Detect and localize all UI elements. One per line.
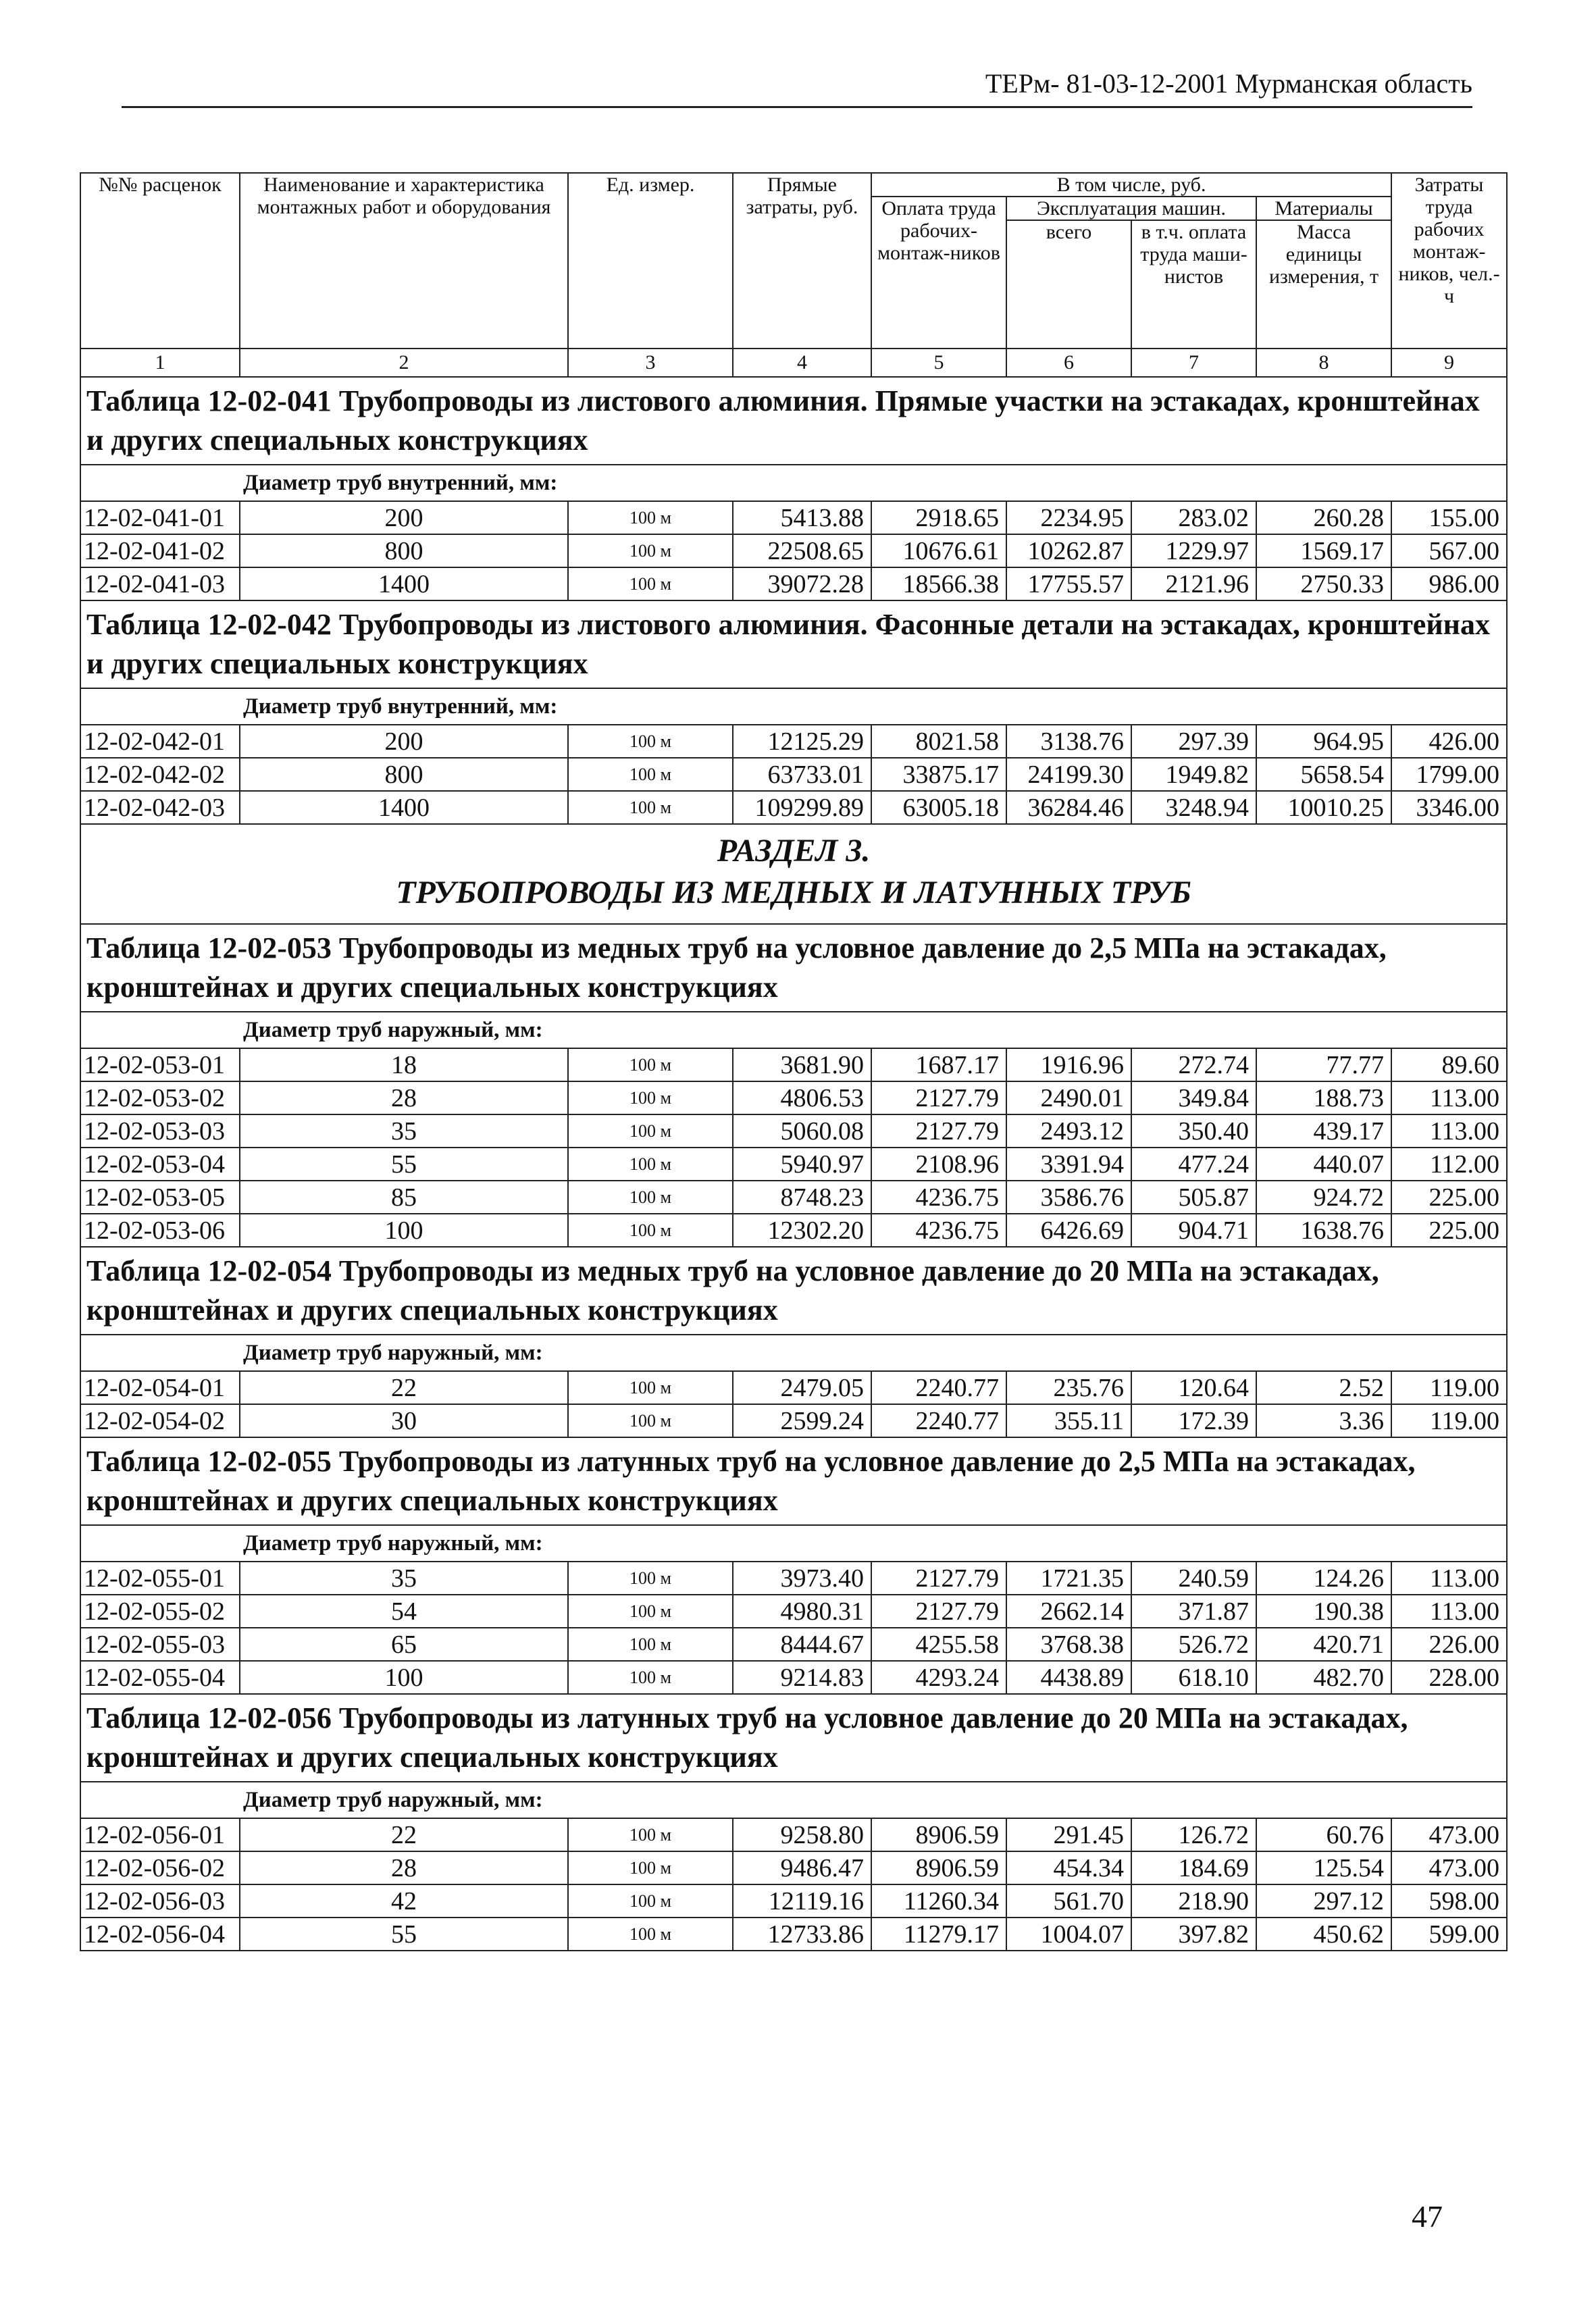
- machines-labor: 1949.82: [1131, 758, 1256, 791]
- labor-pay: 18566.38: [871, 567, 1006, 600]
- diameter-subheader: Диаметр труб внутренний, мм:: [80, 465, 1507, 501]
- machines-labor: 2121.96: [1131, 567, 1256, 600]
- machines-total: 3391.94: [1006, 1148, 1131, 1181]
- material-mass: 77.77: [1256, 1048, 1391, 1081]
- diameter-value: 35: [240, 1562, 568, 1595]
- labor-hours: 113.00: [1391, 1595, 1507, 1628]
- section-row: [80, 824, 1507, 924]
- table-title: Таблица 12-02-056 Трубопроводы из латунных труб на условное давление до 20 МПа на эстакадах, кронштейнах и других специальных конструкциях: [80, 1694, 1507, 1782]
- unit-value: 100 м: [568, 1884, 733, 1918]
- table-row: [80, 758, 1507, 791]
- machines-labor: 904.71: [1131, 1214, 1256, 1247]
- machines-total: 24199.30: [1006, 758, 1131, 791]
- labor-hours: 599.00: [1391, 1918, 1507, 1951]
- machines-labor: 397.82: [1131, 1918, 1256, 1951]
- diameter-value: 800: [240, 758, 568, 791]
- col-number: 5: [871, 349, 1006, 377]
- labor-pay: 2240.77: [871, 1404, 1006, 1437]
- labor-pay: 4293.24: [871, 1661, 1006, 1694]
- material-mass: 10010.25: [1256, 791, 1391, 824]
- direct-cost: 63733.01: [733, 758, 871, 791]
- rate-code: 12-02-055-01: [80, 1562, 240, 1595]
- labor-pay: 4236.75: [871, 1181, 1006, 1214]
- col-name-header: Наименование и характеристика монтажных работ и оборудования: [240, 173, 568, 349]
- direct-cost: 8444.67: [733, 1628, 871, 1661]
- unit-value: 100 м: [568, 1371, 733, 1404]
- material-mass: 124.26: [1256, 1562, 1391, 1595]
- labor-hours: 113.00: [1391, 1562, 1507, 1595]
- rate-code: 12-02-042-01: [80, 725, 240, 758]
- table-row: [80, 1661, 1507, 1694]
- machines-labor: 618.10: [1131, 1661, 1256, 1694]
- labor-hours: 567.00: [1391, 534, 1507, 567]
- machines-total: 1721.35: [1006, 1562, 1131, 1595]
- table-title: Таблица 12-02-053 Трубопроводы из медных труб на условное давление до 2,5 МПа на эстакадах, кронштейнах и других специальных конструкциях: [80, 924, 1507, 1012]
- material-mass: 440.07: [1256, 1148, 1391, 1181]
- table-row: [80, 1114, 1507, 1148]
- material-mass: 1638.76: [1256, 1214, 1391, 1247]
- direct-cost: 9258.80: [733, 1818, 871, 1851]
- labor-pay: 63005.18: [871, 791, 1006, 824]
- unit-value: 100 м: [568, 1181, 733, 1214]
- direct-cost: 12125.29: [733, 725, 871, 758]
- labor-hours: 473.00: [1391, 1851, 1507, 1884]
- table-row: [80, 1048, 1507, 1081]
- rate-code: 12-02-053-05: [80, 1181, 240, 1214]
- diameter-value: 200: [240, 725, 568, 758]
- unit-value: 100 м: [568, 1851, 733, 1884]
- machines-total: 3138.76: [1006, 725, 1131, 758]
- diameter-subheader: Диаметр труб наружный, мм:: [80, 1012, 1507, 1048]
- machines-labor: 349.84: [1131, 1081, 1256, 1114]
- table-row: [80, 1595, 1507, 1628]
- page-header: ТЕРм- 81-03-12-2001 Мурманская область: [122, 68, 1472, 108]
- machines-total: 3768.38: [1006, 1628, 1131, 1661]
- direct-cost: 5940.97: [733, 1148, 871, 1181]
- labor-pay: 2127.79: [871, 1114, 1006, 1148]
- machines-total: 2493.12: [1006, 1114, 1131, 1148]
- diameter-value: 1400: [240, 567, 568, 600]
- col-machines-labor-header: в т.ч. оплата труда маши-нистов: [1131, 220, 1256, 349]
- col-number: 7: [1131, 349, 1256, 377]
- labor-pay: 8906.59: [871, 1818, 1006, 1851]
- col-machines-header: Эксплуатация машин.: [1006, 197, 1256, 220]
- direct-cost: 12733.86: [733, 1918, 871, 1951]
- material-mass: 188.73: [1256, 1081, 1391, 1114]
- diameter-value: 200: [240, 501, 568, 534]
- col-labor-cost-header: Затраты труда рабочих монтаж-ников, чел.-ч: [1391, 173, 1507, 349]
- table-row: [80, 1562, 1507, 1595]
- col-number: 1: [80, 349, 240, 377]
- rate-code: 12-02-053-02: [80, 1081, 240, 1114]
- unit-value: 100 м: [568, 1818, 733, 1851]
- direct-cost: 4806.53: [733, 1081, 871, 1114]
- machines-total: 235.76: [1006, 1371, 1131, 1404]
- diameter-value: 65: [240, 1628, 568, 1661]
- labor-hours: 119.00: [1391, 1371, 1507, 1404]
- table-row: [80, 1818, 1507, 1851]
- col-mass-header: Масса единицы измерения, т: [1256, 220, 1391, 349]
- rate-code: 12-02-055-02: [80, 1595, 240, 1628]
- labor-pay: 1687.17: [871, 1048, 1006, 1081]
- diameter-value: 54: [240, 1595, 568, 1628]
- table-row: [80, 534, 1507, 567]
- header-row-1: [80, 173, 1507, 197]
- machines-labor: 3248.94: [1131, 791, 1256, 824]
- labor-hours: 155.00: [1391, 501, 1507, 534]
- rate-code: 12-02-053-03: [80, 1114, 240, 1148]
- labor-hours: 225.00: [1391, 1214, 1507, 1247]
- price-table: [80, 172, 1508, 1951]
- labor-hours: 3346.00: [1391, 791, 1507, 824]
- machines-labor: 477.24: [1131, 1148, 1256, 1181]
- rate-code: 12-02-042-03: [80, 791, 240, 824]
- material-mass: 260.28: [1256, 501, 1391, 534]
- labor-hours: 598.00: [1391, 1884, 1507, 1918]
- machines-labor: 126.72: [1131, 1818, 1256, 1851]
- unit-value: 100 м: [568, 1081, 733, 1114]
- labor-hours: 119.00: [1391, 1404, 1507, 1437]
- diameter-value: 30: [240, 1404, 568, 1437]
- rate-code: 12-02-056-03: [80, 1884, 240, 1918]
- col-code-header: №№ расценок: [80, 173, 240, 349]
- direct-cost: 8748.23: [733, 1181, 871, 1214]
- diameter-subheader: Диаметр труб наружный, мм:: [80, 1525, 1507, 1562]
- machines-labor: 184.69: [1131, 1851, 1256, 1884]
- machines-labor: 218.90: [1131, 1884, 1256, 1918]
- labor-pay: 2108.96: [871, 1148, 1006, 1181]
- unit-value: 100 м: [568, 758, 733, 791]
- unit-value: 100 м: [568, 501, 733, 534]
- machines-total: 36284.46: [1006, 791, 1131, 824]
- unit-value: 100 м: [568, 1595, 733, 1628]
- diameter-value: 42: [240, 1884, 568, 1918]
- material-mass: 5658.54: [1256, 758, 1391, 791]
- direct-cost: 2599.24: [733, 1404, 871, 1437]
- material-mass: 60.76: [1256, 1818, 1391, 1851]
- diameter-value: 55: [240, 1148, 568, 1181]
- section-heading: [80, 824, 1507, 924]
- machines-labor: 1229.97: [1131, 534, 1256, 567]
- table-row: [80, 567, 1507, 600]
- column-numbers-row: [80, 349, 1507, 377]
- unit-value: 100 м: [568, 567, 733, 600]
- labor-pay: 33875.17: [871, 758, 1006, 791]
- diameter-value: 28: [240, 1851, 568, 1884]
- unit-value: 100 м: [568, 1562, 733, 1595]
- col-incl-header: В том числе, руб.: [871, 173, 1391, 197]
- direct-cost: 22508.65: [733, 534, 871, 567]
- material-mass: 125.54: [1256, 1851, 1391, 1884]
- table-row: [80, 1181, 1507, 1214]
- table-title-row: [80, 924, 1507, 1012]
- machines-total: 291.45: [1006, 1818, 1131, 1851]
- rate-code: 12-02-053-06: [80, 1214, 240, 1247]
- diameter-value: 35: [240, 1114, 568, 1148]
- col-number: 8: [1256, 349, 1391, 377]
- labor-hours: 228.00: [1391, 1661, 1507, 1694]
- col-labor-pay-header: Оплата труда рабочих-монтаж-ников: [871, 197, 1006, 349]
- unit-value: 100 м: [568, 791, 733, 824]
- direct-cost: 12302.20: [733, 1214, 871, 1247]
- labor-hours: 113.00: [1391, 1114, 1507, 1148]
- direct-cost: 3973.40: [733, 1562, 871, 1595]
- subheader-row: [80, 1335, 1507, 1371]
- unit-value: 100 м: [568, 1404, 733, 1437]
- rate-code: 12-02-053-04: [80, 1148, 240, 1181]
- labor-pay: 2127.79: [871, 1595, 1006, 1628]
- machines-total: 10262.87: [1006, 534, 1131, 567]
- machines-total: 2234.95: [1006, 501, 1131, 534]
- material-mass: 2.52: [1256, 1371, 1391, 1404]
- unit-value: 100 м: [568, 1148, 733, 1181]
- machines-total: 6426.69: [1006, 1214, 1131, 1247]
- machines-labor: 350.40: [1131, 1114, 1256, 1148]
- section-number: РАЗДЕЛ 3.: [717, 833, 871, 869]
- col-direct-header: Прямые затраты, руб.: [733, 173, 871, 349]
- direct-cost: 9214.83: [733, 1661, 871, 1694]
- direct-cost: 3681.90: [733, 1048, 871, 1081]
- labor-hours: 89.60: [1391, 1048, 1507, 1081]
- section-title: ТРУБОПРОВОДЫ ИЗ МЕДНЫХ И ЛАТУННЫХ ТРУБ: [396, 875, 1191, 910]
- table-title: Таблица 12-02-054 Трубопроводы из медных труб на условное давление до 20 МПа на эстакадах, кронштейнах и других специальных конструкциях: [80, 1247, 1507, 1335]
- subheader-row: [80, 688, 1507, 725]
- direct-cost: 9486.47: [733, 1851, 871, 1884]
- diameter-value: 100: [240, 1661, 568, 1694]
- machines-labor: 240.59: [1131, 1562, 1256, 1595]
- rate-code: 12-02-056-02: [80, 1851, 240, 1884]
- material-mass: 190.38: [1256, 1595, 1391, 1628]
- table-title-row: [80, 600, 1507, 688]
- unit-value: 100 м: [568, 1628, 733, 1661]
- subheader-row: [80, 1782, 1507, 1818]
- machines-total: 1004.07: [1006, 1918, 1131, 1951]
- labor-pay: 8021.58: [871, 725, 1006, 758]
- machines-labor: 283.02: [1131, 501, 1256, 534]
- table-row: [80, 725, 1507, 758]
- col-number: 4: [733, 349, 871, 377]
- diameter-value: 18: [240, 1048, 568, 1081]
- labor-hours: 1799.00: [1391, 758, 1507, 791]
- rate-code: 12-02-055-03: [80, 1628, 240, 1661]
- material-mass: 439.17: [1256, 1114, 1391, 1148]
- unit-value: 100 м: [568, 725, 733, 758]
- col-number: 3: [568, 349, 733, 377]
- table-row: [80, 501, 1507, 534]
- diameter-value: 100: [240, 1214, 568, 1247]
- table-row: [80, 1371, 1507, 1404]
- rate-code: 12-02-041-03: [80, 567, 240, 600]
- table-title: Таблица 12-02-042 Трубопроводы из листового алюминия. Фасонные детали на эстакадах, кронштейнах и других специальных конструкциях: [80, 600, 1507, 688]
- direct-cost: 109299.89: [733, 791, 871, 824]
- direct-cost: 5060.08: [733, 1114, 871, 1148]
- unit-value: 100 м: [568, 1214, 733, 1247]
- labor-hours: 225.00: [1391, 1181, 1507, 1214]
- machines-total: 454.34: [1006, 1851, 1131, 1884]
- unit-value: 100 м: [568, 1661, 733, 1694]
- labor-pay: 11260.34: [871, 1884, 1006, 1918]
- subheader-row: [80, 465, 1507, 501]
- labor-pay: 2240.77: [871, 1371, 1006, 1404]
- unit-value: 100 м: [568, 1918, 733, 1951]
- labor-pay: 10676.61: [871, 534, 1006, 567]
- table-title-row: [80, 1694, 1507, 1782]
- table-row: [80, 1628, 1507, 1661]
- col-number: 9: [1391, 349, 1507, 377]
- table-title: Таблица 12-02-041 Трубопроводы из листового алюминия. Прямые участки на эстакадах, кронштейнах и других специальных конструкциях: [80, 377, 1507, 465]
- diameter-subheader: Диаметр труб внутренний, мм:: [80, 688, 1507, 725]
- labor-pay: 2918.65: [871, 501, 1006, 534]
- machines-labor: 120.64: [1131, 1371, 1256, 1404]
- direct-cost: 12119.16: [733, 1884, 871, 1918]
- diameter-value: 800: [240, 534, 568, 567]
- machines-labor: 505.87: [1131, 1181, 1256, 1214]
- rate-code: 12-02-041-02: [80, 534, 240, 567]
- col-number: 6: [1006, 349, 1131, 377]
- material-mass: 964.95: [1256, 725, 1391, 758]
- labor-hours: 986.00: [1391, 567, 1507, 600]
- labor-pay: 2127.79: [871, 1562, 1006, 1595]
- machines-total: 355.11: [1006, 1404, 1131, 1437]
- rate-code: 12-02-054-01: [80, 1371, 240, 1404]
- diameter-subheader: Диаметр труб наружный, мм:: [80, 1335, 1507, 1371]
- rate-code: 12-02-055-04: [80, 1661, 240, 1694]
- material-mass: 2750.33: [1256, 567, 1391, 600]
- material-mass: 450.62: [1256, 1918, 1391, 1951]
- unit-value: 100 м: [568, 534, 733, 567]
- machines-labor: 371.87: [1131, 1595, 1256, 1628]
- rate-code: 12-02-054-02: [80, 1404, 240, 1437]
- col-materials-header: Материалы: [1256, 197, 1391, 220]
- table-row: [80, 1214, 1507, 1247]
- labor-pay: 4255.58: [871, 1628, 1006, 1661]
- unit-value: 100 м: [568, 1048, 733, 1081]
- machines-total: 1916.96: [1006, 1048, 1131, 1081]
- material-mass: 420.71: [1256, 1628, 1391, 1661]
- unit-value: 100 м: [568, 1114, 733, 1148]
- direct-cost: 2479.05: [733, 1371, 871, 1404]
- diameter-value: 85: [240, 1181, 568, 1214]
- machines-total: 3586.76: [1006, 1181, 1131, 1214]
- machines-total: 4438.89: [1006, 1661, 1131, 1694]
- diameter-value: 22: [240, 1371, 568, 1404]
- direct-cost: 5413.88: [733, 501, 871, 534]
- material-mass: 482.70: [1256, 1661, 1391, 1694]
- table-row: [80, 1081, 1507, 1114]
- table-row: [80, 1918, 1507, 1951]
- direct-cost: 39072.28: [733, 567, 871, 600]
- table-body: [80, 377, 1507, 1951]
- subheader-row: [80, 1012, 1507, 1048]
- direct-cost: 4980.31: [733, 1595, 871, 1628]
- diameter-value: 28: [240, 1081, 568, 1114]
- material-mass: 924.72: [1256, 1181, 1391, 1214]
- subheader-row: [80, 1525, 1507, 1562]
- labor-hours: 226.00: [1391, 1628, 1507, 1661]
- labor-pay: 11279.17: [871, 1918, 1006, 1951]
- rate-code: 12-02-053-01: [80, 1048, 240, 1081]
- table-row: [80, 1148, 1507, 1181]
- diameter-value: 55: [240, 1918, 568, 1951]
- machines-total: 17755.57: [1006, 567, 1131, 600]
- rate-code: 12-02-042-02: [80, 758, 240, 791]
- table-row: [80, 791, 1507, 824]
- machines-labor: 526.72: [1131, 1628, 1256, 1661]
- labor-hours: 426.00: [1391, 725, 1507, 758]
- rate-code: 12-02-041-01: [80, 501, 240, 534]
- material-mass: 1569.17: [1256, 534, 1391, 567]
- labor-hours: 113.00: [1391, 1081, 1507, 1114]
- labor-pay: 2127.79: [871, 1081, 1006, 1114]
- table-row: [80, 1404, 1507, 1437]
- machines-total: 561.70: [1006, 1884, 1131, 1918]
- labor-pay: 4236.75: [871, 1214, 1006, 1247]
- col-number: 2: [240, 349, 568, 377]
- table-title-row: [80, 1437, 1507, 1525]
- labor-pay: 8906.59: [871, 1851, 1006, 1884]
- material-mass: 3.36: [1256, 1404, 1391, 1437]
- page-number: 47: [1412, 2199, 1443, 2234]
- rate-code: 12-02-056-04: [80, 1918, 240, 1951]
- machines-total: 2490.01: [1006, 1081, 1131, 1114]
- table-title: Таблица 12-02-055 Трубопроводы из латунных труб на условное давление до 2,5 МПа на эстакадах, кронштейнах и других специальных конструкциях: [80, 1437, 1507, 1525]
- table-row: [80, 1884, 1507, 1918]
- diameter-value: 22: [240, 1818, 568, 1851]
- labor-hours: 473.00: [1391, 1818, 1507, 1851]
- col-unit-header: Ед. измер.: [568, 173, 733, 349]
- rate-code: 12-02-056-01: [80, 1818, 240, 1851]
- material-mass: 297.12: [1256, 1884, 1391, 1918]
- table-title-row: [80, 377, 1507, 465]
- labor-hours: 112.00: [1391, 1148, 1507, 1181]
- table-title-row: [80, 1247, 1507, 1335]
- machines-labor: 172.39: [1131, 1404, 1256, 1437]
- machines-labor: 297.39: [1131, 725, 1256, 758]
- machines-labor: 272.74: [1131, 1048, 1256, 1081]
- col-machines-total-header: всего: [1006, 220, 1131, 349]
- machines-total: 2662.14: [1006, 1595, 1131, 1628]
- table-row: [80, 1851, 1507, 1884]
- diameter-value: 1400: [240, 791, 568, 824]
- diameter-subheader: Диаметр труб наружный, мм:: [80, 1782, 1507, 1818]
